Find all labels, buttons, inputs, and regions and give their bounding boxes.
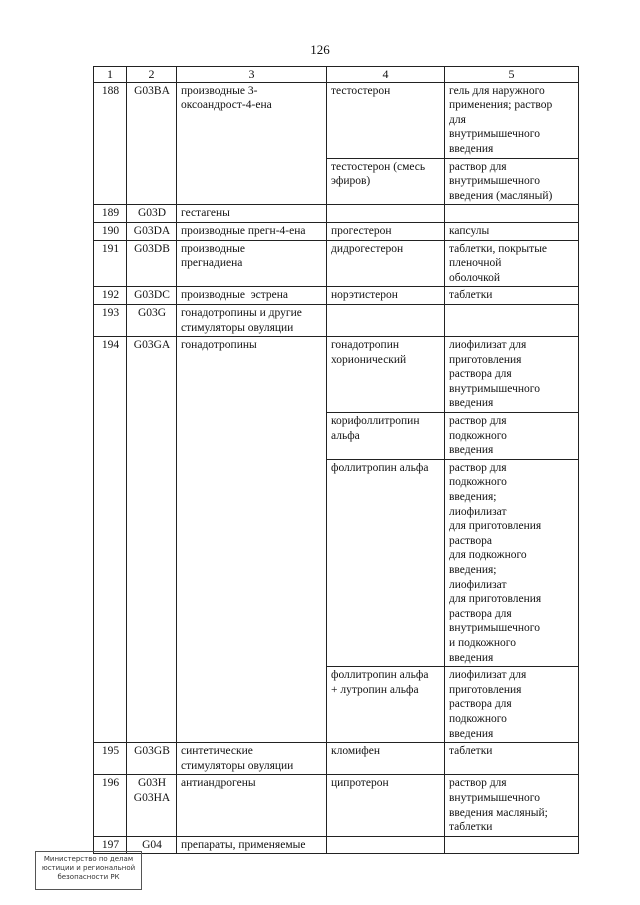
- row-number: 193: [94, 304, 127, 336]
- registration-stamp: [35, 851, 142, 890]
- text-line: раствора: [449, 534, 492, 547]
- drug-name: [327, 158, 445, 205]
- text-line: G03HA: [133, 791, 171, 804]
- text-line: раствор для: [449, 461, 507, 474]
- text-line: стимуляторы овуляции: [181, 759, 294, 772]
- group-name: производные эстрена: [177, 287, 327, 305]
- drug-name: норэтистерон: [327, 287, 445, 305]
- table-row: [94, 222, 579, 240]
- text-line: внутримышечного: [449, 791, 540, 804]
- dosage-form: [445, 304, 579, 336]
- atc-code: G03BA: [127, 82, 177, 205]
- drug-name: [327, 337, 445, 413]
- text-line: стимуляторы овуляции: [181, 321, 294, 334]
- text-line: гонадотропин: [331, 339, 400, 352]
- atc-code: G03DB: [127, 240, 177, 287]
- dosage-form: [445, 413, 579, 460]
- text-line: таблетки: [449, 821, 493, 834]
- atc-code: G03DA: [127, 222, 177, 240]
- text-line: подкожного: [449, 712, 507, 725]
- group-name: гестагены: [177, 205, 327, 223]
- stamp-line: юстиции и региональной: [41, 864, 136, 872]
- group-name: производные прегн-4-ена: [177, 222, 327, 240]
- stamp-line: безопасности РК: [57, 873, 120, 881]
- row-number: 188: [94, 82, 127, 205]
- drug-name: прогестерон: [327, 222, 445, 240]
- dosage-form: таблетки: [445, 743, 579, 775]
- text-line: G03H: [137, 777, 167, 790]
- drug-name: [327, 205, 445, 223]
- header-cell: 5: [445, 67, 579, 83]
- row-number: 190: [94, 222, 127, 240]
- text-line: прегнадиена: [181, 257, 243, 270]
- group-name: гонадотропины: [177, 337, 327, 743]
- text-line: введения: [449, 444, 494, 457]
- atc-code: [127, 775, 177, 836]
- drug-name: кломифен: [327, 743, 445, 775]
- drug-name: тестостерон: [327, 82, 445, 158]
- text-line: пленочной: [449, 257, 502, 270]
- table-row: [94, 304, 579, 336]
- text-line: внутримышечного: [449, 382, 540, 395]
- group-name: препараты, применяемые: [177, 836, 327, 854]
- table-row: [94, 287, 579, 305]
- dosage-form: [445, 158, 579, 205]
- text-line: внутримышечного: [449, 128, 540, 141]
- text-line: тестостерон (смесь: [331, 160, 426, 173]
- drug-name: фоллитропин альфа: [327, 459, 445, 666]
- text-line: для приготовления: [449, 520, 542, 533]
- drug-name: ципротерон: [327, 775, 445, 836]
- text-line: синтетические: [181, 745, 253, 758]
- row-number: 191: [94, 240, 127, 287]
- table-row: [94, 337, 579, 413]
- header-cell: 3: [177, 67, 327, 83]
- header-row: [94, 67, 579, 83]
- text-line: раствор для: [449, 777, 507, 790]
- text-line: внутримышечного: [449, 622, 540, 635]
- text-line: таблетки, покрытые: [449, 242, 548, 255]
- drug-table: [93, 66, 579, 854]
- header-cell: 4: [327, 67, 445, 83]
- text-line: раствор для: [449, 415, 507, 428]
- row-number: 197: [94, 836, 127, 854]
- dosage-form: [445, 836, 579, 854]
- drug-name: [327, 413, 445, 460]
- dosage-form: [445, 205, 579, 223]
- text-line: производные 3-: [181, 84, 258, 97]
- table-row: [94, 240, 579, 287]
- drug-name: дидрогестерон: [327, 240, 445, 287]
- atc-code: G03DC: [127, 287, 177, 305]
- text-line: лиофилизат: [449, 505, 507, 518]
- text-line: подкожного: [449, 476, 507, 489]
- group-name: антиандрогены: [177, 775, 327, 836]
- row-number: 194: [94, 337, 127, 743]
- dosage-form: [445, 775, 579, 836]
- row-number: 195: [94, 743, 127, 775]
- table-row: [94, 775, 579, 836]
- dosage-form: таблетки: [445, 287, 579, 305]
- dosage-form: [445, 459, 579, 666]
- text-line: гель для наружного: [449, 84, 545, 97]
- table-row: [94, 82, 579, 158]
- text-line: оболочкой: [449, 271, 501, 284]
- text-line: раствор для: [449, 160, 507, 173]
- text-line: внутримышечного: [449, 175, 540, 188]
- drug-name: [327, 667, 445, 743]
- text-line: раствора для: [449, 607, 512, 620]
- dosage-form: [445, 667, 579, 743]
- text-line: фоллитропин альфа: [331, 669, 429, 682]
- text-line: приготовления: [449, 683, 522, 696]
- group-name: [177, 304, 327, 336]
- text-line: введения: [449, 651, 494, 664]
- text-line: введения: [449, 727, 494, 740]
- drug-name: [327, 304, 445, 336]
- text-line: раствора для: [449, 368, 512, 381]
- text-line: введения: [449, 142, 494, 155]
- text-line: оксоандрост-4-ена: [181, 99, 272, 112]
- group-name: [177, 743, 327, 775]
- dosage-form: [445, 337, 579, 413]
- text-line: для: [449, 113, 466, 126]
- table-row: [94, 205, 579, 223]
- text-line: лиофилизат для: [449, 339, 527, 352]
- text-line: гонадотропины и другие: [181, 306, 302, 319]
- text-line: раствора для: [449, 698, 512, 711]
- text-line: для подкожного: [449, 549, 527, 562]
- table-row: [94, 836, 579, 854]
- drug-name: [327, 836, 445, 854]
- text-line: введения;: [449, 491, 497, 504]
- text-line: для приготовления: [449, 593, 542, 606]
- text-line: введения масляный;: [449, 806, 548, 819]
- row-number: 189: [94, 205, 127, 223]
- dosage-form: капсулы: [445, 222, 579, 240]
- text-line: введения;: [449, 564, 497, 576]
- text-line: эфиров): [331, 175, 371, 188]
- text-line: введения (масляный): [449, 189, 553, 202]
- header-cell: 2: [127, 67, 177, 83]
- atc-code: G04: [127, 836, 177, 854]
- text-line: корифоллитропин: [331, 415, 420, 428]
- text-line: введения: [449, 397, 494, 410]
- text-line: лиофилизат для: [449, 669, 527, 682]
- page-number: 126: [310, 42, 330, 57]
- dosage-form: [445, 240, 579, 287]
- atc-code: G03D: [127, 205, 177, 223]
- text-line: альфа: [331, 429, 360, 442]
- text-line: и подкожного: [449, 636, 516, 649]
- text-line: подкожного: [449, 429, 507, 442]
- text-line: приготовления: [449, 353, 522, 366]
- text-line: применения; раствор: [449, 99, 553, 112]
- header-cell: 1: [94, 67, 127, 83]
- group-name: [177, 240, 327, 287]
- text-line: производные: [181, 242, 245, 255]
- group-name: [177, 82, 327, 205]
- table-row: [94, 743, 579, 775]
- row-number: 192: [94, 287, 127, 305]
- atc-code: G03GA: [127, 337, 177, 743]
- dosage-form: [445, 82, 579, 158]
- atc-code: G03G: [127, 304, 177, 336]
- text-line: лиофилизат: [449, 578, 507, 591]
- text-line: хорионический: [331, 353, 407, 366]
- atc-code: G03GB: [127, 743, 177, 775]
- text-line: + лутропин альфа: [331, 683, 419, 696]
- stamp-line: Министерство по делам: [43, 855, 134, 863]
- row-number: 196: [94, 775, 127, 836]
